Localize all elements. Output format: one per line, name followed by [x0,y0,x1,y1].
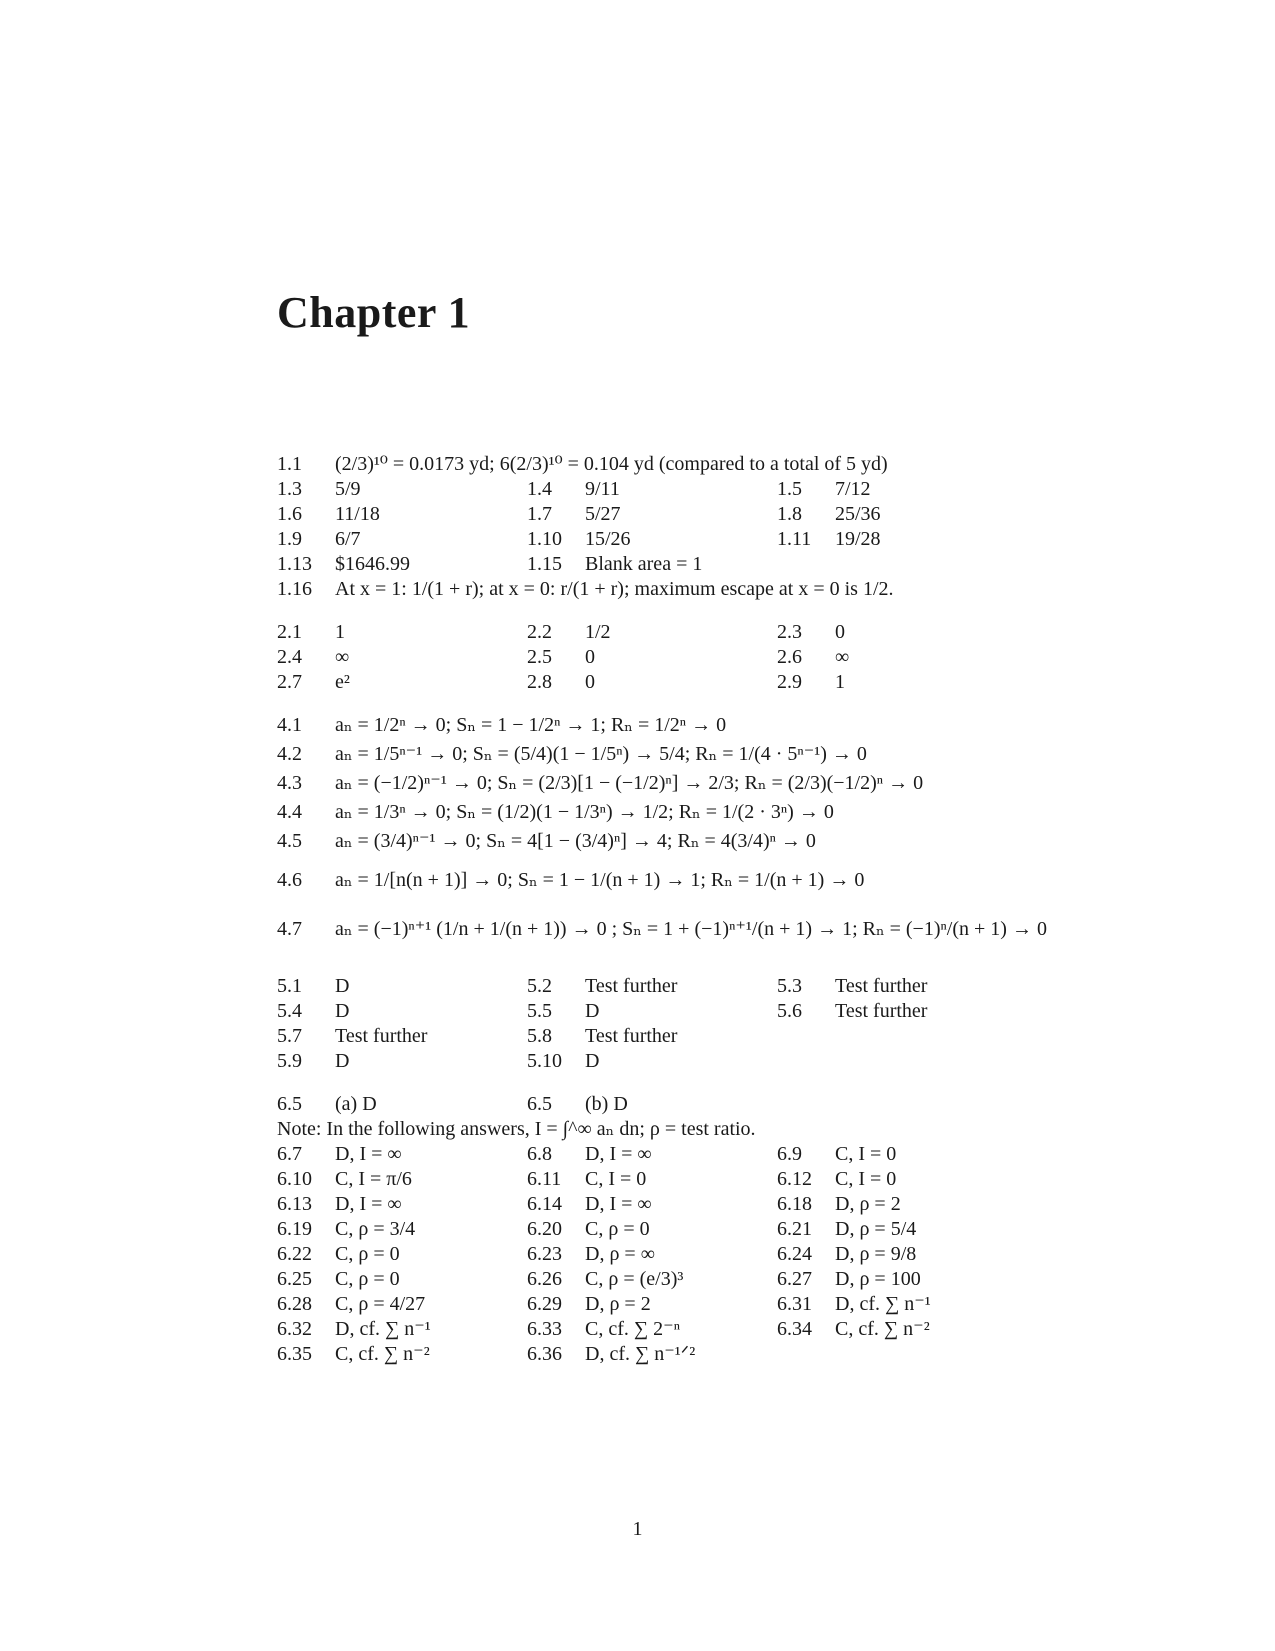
answer-value: 6/7 [335,528,361,550]
answer-value: Test further [585,975,678,997]
answer-row [277,1142,1097,1167]
problem-number: 1.3 [277,478,302,500]
answer-row [277,713,1097,742]
problem-number: 6.25 [277,1268,312,1290]
answer-text: aₙ = (−1/2)ⁿ⁻¹ → 0; Sₙ = (2/3)[1 − (−1/2)ⁿ] → 2/3; Rₙ = (2/3)(−1/2)ⁿ → 0 [335,772,924,794]
answer-row [277,1192,1097,1217]
block-spacer [277,956,1097,974]
problem-number: 5.6 [777,1000,802,1022]
problem-number: 6.19 [277,1218,312,1240]
answer-value: 5/27 [585,503,621,525]
problem-number: 2.5 [527,646,552,668]
answer-value: C, ρ = 0 [335,1268,400,1290]
answer-value: (a) D [335,1093,377,1115]
problem-number: 6.18 [777,1193,812,1215]
problem-number: 6.7 [277,1143,302,1165]
answer-text: aₙ = 1/5ⁿ⁻¹ → 0; Sₙ = (5/4)(1 − 1/5ⁿ) → 5/4; Rₙ = 1/(4 · 5ⁿ⁻¹) → 0 [335,743,867,765]
answer-value: C, ρ = 4/27 [335,1293,426,1315]
chapter-title: Chapter 1 [277,288,471,337]
problem-number: 4.7 [277,917,302,940]
page-number: 1 [632,1518,643,1540]
problem-number: 2.1 [277,621,302,643]
problem-number: 6.11 [527,1168,562,1190]
answer-value: C, cf. ∑ n⁻² [835,1318,930,1340]
problem-number: 2.3 [777,621,802,643]
answer-text: aₙ = (−1)ⁿ⁺¹ (1/n + 1/(n + 1)) → 0 ; Sₙ = 1 + (−1)ⁿ⁺¹/(n + 1) → 1; Rₙ = (−1)ⁿ/(n + 1) → 0 [335,917,1047,940]
answer-value: D [335,1000,350,1022]
problem-number: 6.33 [527,1318,562,1340]
problem-number: 5.7 [277,1025,302,1047]
answer-row [277,452,1097,477]
answer-value: 19/28 [835,528,881,550]
problem-number: 6.10 [277,1168,312,1190]
block-spacer [277,695,1097,713]
answer-row [277,620,1097,645]
answer-value: C, I = 0 [585,1168,647,1190]
answer-value: 25/36 [835,503,881,525]
problem-number: 1.13 [277,553,312,575]
problem-number: 1.5 [777,478,802,500]
answer-row [277,670,1097,695]
problem-number: 2.7 [277,671,302,693]
answer-value: 5/9 [335,478,361,500]
answer-value: D, I = ∞ [335,1193,402,1215]
answer-value: D, cf. ∑ n⁻¹ [335,1318,431,1340]
answer-value: 0 [835,621,845,643]
problem-number: 1.1 [277,453,302,475]
problem-number: 4.2 [277,743,302,765]
answers-block-2 [277,620,1097,695]
answer-value: C, I = π/6 [335,1168,412,1190]
problem-number: 6.35 [277,1343,312,1365]
answer-value: C, I = 0 [835,1168,897,1190]
problem-number: 6.23 [527,1243,562,1265]
answer-row [277,902,1097,956]
answer-row [277,1317,1097,1342]
problem-number: 2.4 [277,646,302,668]
problem-number: 6.14 [527,1193,562,1215]
answer-value: D [585,1000,600,1022]
answer-value: D, I = ∞ [585,1143,652,1165]
answer-row [277,999,1097,1024]
answer-value: 0 [585,671,595,693]
answer-value: C, I = 0 [835,1143,897,1165]
answer-text: aₙ = 1/3ⁿ → 0; Sₙ = (1/2)(1 − 1/3ⁿ) → 1/2; Rₙ = 1/(2 · 3ⁿ) → 0 [335,801,834,823]
answer-value: 0 [585,646,595,668]
answer-row [277,502,1097,527]
problem-number: 6.32 [277,1318,312,1340]
answers-block-6 [277,1092,1097,1367]
answers-block-1 [277,452,1097,602]
problem-number: 6.20 [527,1218,562,1240]
answer-value: D [585,1050,600,1072]
answer-value: Test further [585,1025,678,1047]
problem-number: 6.21 [777,1218,812,1240]
answer-row [277,1167,1097,1192]
answer-row [277,1267,1097,1292]
problem-number: 1.4 [527,478,552,500]
answer-row [277,1292,1097,1317]
problem-number: 2.2 [527,621,552,643]
answer-row [277,527,1097,552]
answer-value: D [335,1050,350,1072]
answer-value: 1/2 [585,621,611,643]
answer-value: ∞ [835,646,850,668]
answer-value: C, cf. ∑ n⁻² [335,1343,430,1365]
answer-text: (2/3)¹⁰ = 0.0173 yd; 6(2/3)¹⁰ = 0.104 yd (compared to a total of 5 yd) [335,453,888,475]
answer-row [277,1217,1097,1242]
problem-number: 4.1 [277,714,302,736]
block-spacer [277,602,1097,620]
answer-value: 9/11 [585,478,620,500]
problem-number: 5.5 [527,1000,552,1022]
problem-number: 6.28 [277,1293,312,1315]
answer-row [277,858,1097,902]
answer-value: 7/12 [835,478,871,500]
answer-row [277,577,1097,602]
answer-value: D, cf. ∑ n⁻¹ [835,1293,931,1315]
note-text: Note: In the following answers, I = ∫^∞ aₙ dn; ρ = test ratio. [277,1118,756,1140]
problem-number: 6.27 [777,1268,812,1290]
problem-number: 1.15 [527,553,562,575]
problem-number: 5.10 [527,1050,562,1072]
answer-row [277,771,1097,800]
answer-value: 15/26 [585,528,631,550]
answer-row [277,477,1097,502]
answer-text: aₙ = 1/2ⁿ → 0; Sₙ = 1 − 1/2ⁿ → 1; Rₙ = 1/2ⁿ → 0 [335,714,727,736]
answer-value: D, I = ∞ [335,1143,402,1165]
answer-value: Test further [835,975,928,997]
answers-block-4 [277,713,1097,956]
problem-number: 6.31 [777,1293,812,1315]
answer-value: D, ρ = 5/4 [835,1218,917,1240]
answer-value: C, cf. ∑ 2⁻ⁿ [585,1318,680,1340]
problem-number: 6.5 [277,1093,302,1115]
problem-number: 2.6 [777,646,802,668]
answers-block-5 [277,974,1097,1074]
answer-text: aₙ = (3/4)ⁿ⁻¹ → 0; Sₙ = 4[1 − (3/4)ⁿ] → 4; Rₙ = 4(3/4)ⁿ → 0 [335,830,816,852]
answer-value: D, I = ∞ [585,1193,652,1215]
problem-number: 6.26 [527,1268,562,1290]
problem-number: 6.34 [777,1318,812,1340]
problem-number: 2.9 [777,671,802,693]
answer-value: 1 [335,621,345,643]
answer-value: 11/18 [335,503,380,525]
note-row [277,1117,1097,1142]
problem-number: 1.6 [277,503,302,525]
answer-value: ∞ [335,646,350,668]
answer-value: Test further [835,1000,928,1022]
problem-number: 1.8 [777,503,802,525]
answer-row [277,1342,1097,1367]
answer-value: 1 [835,671,845,693]
answer-value: C, ρ = 3/4 [335,1218,416,1240]
problem-number: 6.8 [527,1143,552,1165]
problem-number: 6.29 [527,1293,562,1315]
problem-number: 4.4 [277,801,302,823]
problem-number: 5.1 [277,975,302,997]
answer-row [277,1024,1097,1049]
answer-text: aₙ = 1/[n(n + 1)] → 0; Sₙ = 1 − 1/(n + 1) → 1; Rₙ = 1/(n + 1) → 0 [335,868,865,891]
answer-value: D, cf. ∑ n⁻¹ᐟ² [585,1343,696,1365]
problem-number: 6.36 [527,1343,562,1365]
answer-value: D, ρ = 9/8 [835,1243,917,1265]
answer-value: e² [335,671,350,693]
problem-number: 6.24 [777,1243,812,1265]
answer-value: C, ρ = 0 [585,1218,650,1240]
block-spacer [277,1074,1097,1092]
problem-number: 1.9 [277,528,302,550]
answer-value: D [335,975,350,997]
problem-number: 5.3 [777,975,802,997]
answer-value: D, ρ = 100 [835,1268,921,1290]
problem-number: 1.16 [277,578,312,600]
answer-row [277,974,1097,999]
answer-row [277,742,1097,771]
answer-row [277,1092,1097,1117]
problem-number: 4.5 [277,830,302,852]
problem-number: 6.22 [277,1243,312,1265]
answer-value: Test further [335,1025,428,1047]
problem-number: 4.3 [277,772,302,794]
problem-number: 5.9 [277,1050,302,1072]
problem-number: 5.8 [527,1025,552,1047]
problem-number: 6.9 [777,1143,802,1165]
answer-value: (b) D [585,1093,628,1115]
problem-number: 5.2 [527,975,552,997]
answer-row [277,1242,1097,1267]
answer-row [277,800,1097,829]
problem-number: 6.12 [777,1168,812,1190]
answer-row [277,645,1097,670]
answer-value: D, ρ = 2 [585,1293,651,1315]
answer-value: D, ρ = 2 [835,1193,901,1215]
answer-row [277,1049,1097,1074]
problem-number: 4.6 [277,868,302,891]
answer-value: Blank area = 1 [585,553,703,575]
problem-number: 1.10 [527,528,562,550]
problem-number: 1.11 [777,528,812,550]
problem-number: 1.7 [527,503,552,525]
answer-value: D, ρ = ∞ [585,1243,655,1265]
answer-value: C, ρ = 0 [335,1243,400,1265]
answer-row [277,829,1097,858]
problem-number: 2.8 [527,671,552,693]
answer-value: $1646.99 [335,553,410,575]
answers-content [277,452,1097,1367]
answer-value: C, ρ = (e/3)³ [585,1268,684,1290]
problem-number: 6.13 [277,1193,312,1215]
problem-number: 5.4 [277,1000,302,1022]
answer-row [277,552,1097,577]
problem-number: 6.5 [527,1093,552,1115]
answer-text: At x = 1: 1/(1 + r); at x = 0: r/(1 + r); maximum escape at x = 0 is 1/2. [335,578,894,600]
